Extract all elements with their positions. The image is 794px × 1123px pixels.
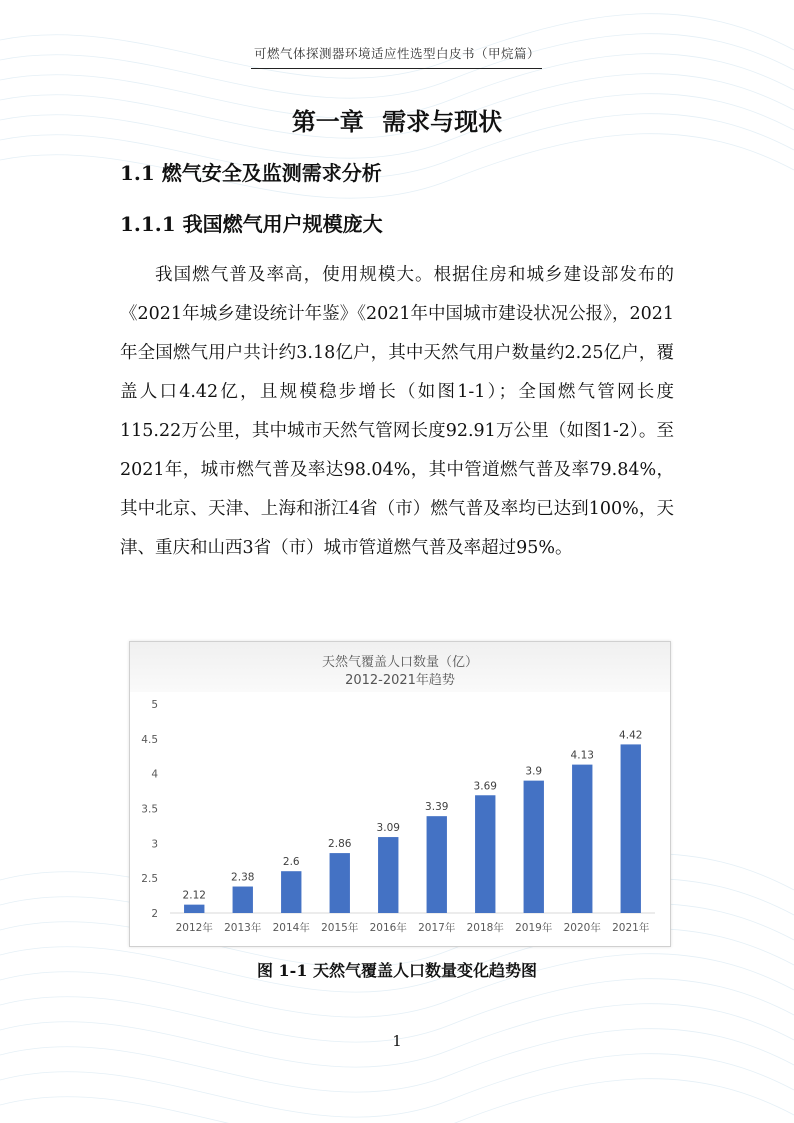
x-tick-label: 2020年 xyxy=(563,922,601,934)
x-tick-label: 2018年 xyxy=(466,922,504,934)
x-tick-label: 2021年 xyxy=(612,922,650,934)
y-tick-label: 3.5 xyxy=(141,803,158,816)
bar xyxy=(184,905,204,913)
y-tick-label: 5 xyxy=(151,699,158,711)
bar xyxy=(475,795,495,913)
page-number: 1 xyxy=(392,1032,402,1050)
data-label: 3.9 xyxy=(525,765,543,778)
bar xyxy=(233,887,253,913)
section-title: 1.1 燃气安全及监测需求分析 xyxy=(120,161,382,185)
data-label: 4.42 xyxy=(619,729,643,742)
running-header: 可燃气体探测器环境适应性选型白皮书（甲烷篇） xyxy=(253,46,540,61)
data-label: 4.13 xyxy=(570,749,594,762)
x-tick-label: 2016年 xyxy=(369,922,407,934)
y-tick-label: 3 xyxy=(151,838,158,851)
bar xyxy=(524,781,544,913)
figure-1-1 xyxy=(129,641,671,947)
header-rule xyxy=(251,68,542,69)
data-label: 2.12 xyxy=(182,889,206,902)
bar xyxy=(378,837,398,913)
body-paragraph: 我国燃气普及率高，使用规模大。根据住房和城乡建设部发布的《2021年城乡建设统计年鉴》《2021年中国城市建设状况公报》，2021年全国燃气用户共计约3.18亿户，其中天然气用户数量约2.25亿户，覆盖人口4.42亿，且规模稳步增长（如图1-1）；全国燃气管网长度115.22万公里，其中城市天然气管网长度92.91万公里（如图1-2）。至2021年，城市燃气普及率达98.04%，其中管道燃气普及率79.84%，其中北京、天津、上海和浙江4省（市）燃气普及率均已达到100%，天津、重庆和山西3省（市）城市管道燃气普及率超过95%。 xyxy=(120,265,674,558)
data-label: 3.39 xyxy=(425,801,449,814)
bar xyxy=(427,816,447,913)
x-tick-label: 2015年 xyxy=(321,922,359,934)
bar xyxy=(330,853,350,913)
bar xyxy=(281,871,301,913)
y-tick-label: 2.5 xyxy=(141,873,158,886)
data-label: 3.69 xyxy=(473,780,497,793)
x-tick-label: 2017年 xyxy=(418,922,456,934)
chart-title: 天然气覆盖人口数量（亿） xyxy=(321,655,479,670)
x-tick-label: 2012年 xyxy=(175,922,213,934)
chart-subtitle: 2012-2021年趋势 xyxy=(345,673,455,688)
y-tick-label: 4 xyxy=(151,768,158,781)
bar xyxy=(572,765,592,913)
chapter-title: 第一章 需求与现状 xyxy=(291,107,503,136)
bar xyxy=(621,744,641,913)
subsection-title: 1.1.1 我国燃气用户规模庞大 xyxy=(120,212,383,236)
y-tick-label: 4.5 xyxy=(141,733,158,746)
data-label: 2.6 xyxy=(282,856,300,869)
data-label: 2.86 xyxy=(328,838,352,851)
y-tick-label: 2 xyxy=(151,908,158,920)
data-label: 3.09 xyxy=(376,822,400,835)
data-label: 2.38 xyxy=(231,871,255,884)
x-tick-label: 2013年 xyxy=(224,922,262,934)
x-tick-label: 2014年 xyxy=(272,922,310,934)
figure-caption: 图 1-1 天然气覆盖人口数量变化趋势图 xyxy=(256,961,538,980)
x-tick-label: 2019年 xyxy=(515,922,553,934)
bar-chart xyxy=(130,642,670,946)
